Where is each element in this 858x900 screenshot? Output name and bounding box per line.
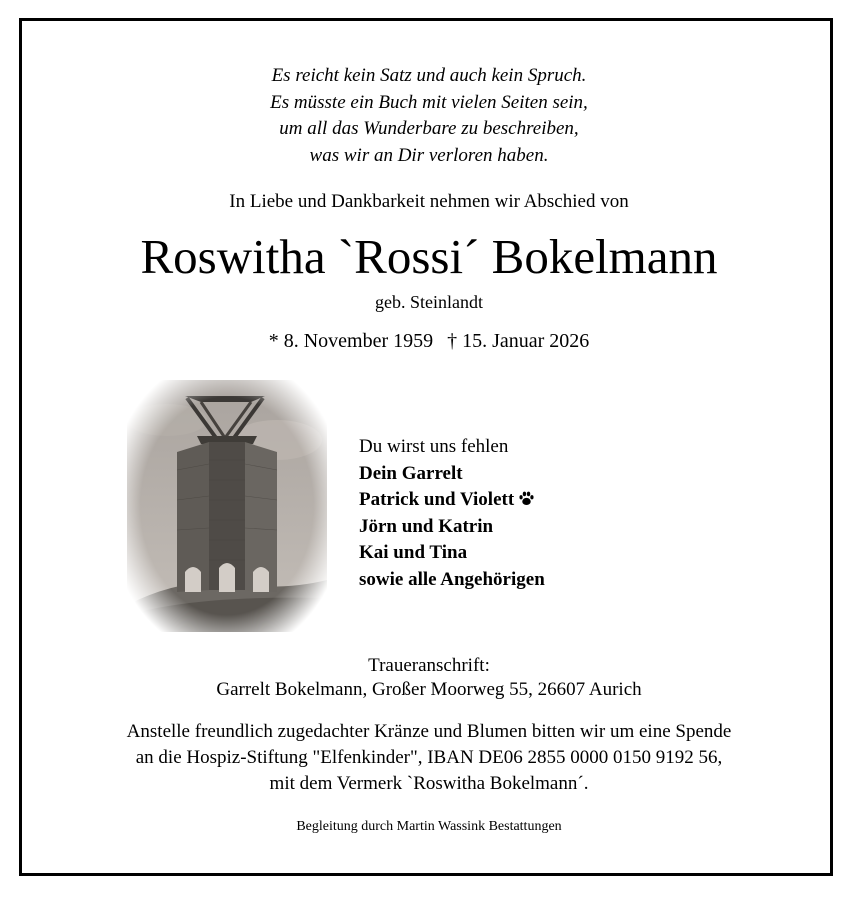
address-label: Traueranschrift: — [368, 655, 490, 676]
poem-line: Es müsste ein Buch mit vielen Seiten sein, — [270, 91, 588, 113]
paw-icon — [518, 490, 535, 507]
deceased-name: Roswitha `Rossi´ Bokelmann — [140, 229, 718, 284]
poem-line: um all das Wunderbare zu beschreiben, — [279, 118, 579, 139]
memorial-tower-photo — [127, 380, 327, 632]
donation-line: an die Hospiz-Stiftung "Elfenkinder", IBAN DE06 2855 0000 0150 9192 56, — [135, 747, 723, 768]
mourner-name: Jörn und Katrin — [359, 515, 494, 537]
mourner-name: sowie alle Angehörigen — [359, 568, 545, 590]
death-date: † 15. Januar 2026 — [447, 330, 590, 352]
life-dates — [0, 328, 858, 354]
mourner-name: Patrick und Violett — [359, 489, 515, 510]
donation-line: mit dem Vermerk `Roswitha Bokelmann´. — [269, 773, 589, 794]
donation-note — [0, 719, 858, 797]
mourners-heading: Du wirst uns fehlen — [359, 436, 509, 457]
mourner-name-row — [359, 487, 545, 514]
undertaker-credit: Begleitung durch Martin Wassink Bestattungen — [296, 819, 562, 834]
donation-line: Anstelle freundlich zugedachter Kränze und Blumen bitten wir um eine Spende — [126, 721, 732, 742]
mourning-address: Garrelt Bokelmann, Großer Moorweg 55, 26607 Aurich — [216, 679, 642, 700]
poem — [0, 63, 858, 169]
intro-text: In Liebe und Dankbarkeit nehmen wir Abschied von — [229, 191, 629, 212]
mourner-name: Kai und Tina — [359, 542, 468, 563]
poem-line: Es reicht kein Satz und auch kein Spruch. — [271, 65, 587, 86]
maiden-name: geb. Steinlandt — [375, 292, 483, 312]
mourner-name: Dein Garrelt — [359, 462, 463, 484]
birth-date: * 8. November 1959 — [268, 330, 434, 352]
mourners-block — [359, 434, 545, 593]
poem-line: was wir an Dir verloren haben. — [309, 144, 549, 166]
